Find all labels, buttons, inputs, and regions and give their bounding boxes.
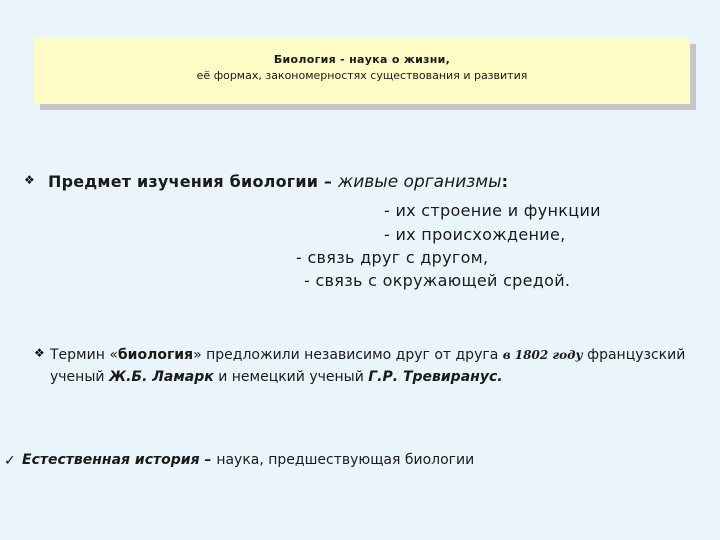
natural-history-term: Естественная история –	[22, 452, 217, 468]
subject-lead: Предмет изучения биологии –	[48, 172, 338, 191]
diamond-arrow-bullet-icon: ❖	[34, 346, 45, 360]
term-note-lamarck: Ж.Б. Ламарк	[108, 369, 214, 385]
term-note-part-4: и немецкий ученый	[213, 369, 369, 385]
subject-term: живые организмы	[337, 172, 502, 192]
natural-history	[22, 452, 474, 468]
subject-heading	[48, 170, 720, 194]
title-line-2: её формах, закономерностях существования и развития	[196, 69, 528, 82]
title-line-1: Биология - наука о жизни,	[273, 53, 451, 66]
title-box	[34, 38, 690, 104]
checkmark-bullet-icon: ✓	[4, 453, 16, 469]
term-note-part-2: » предложили независимо друг от друга	[193, 347, 503, 363]
subject-item-environment: - связь с окружающей средой.	[304, 271, 571, 290]
term-note-part-1: Термин «	[50, 347, 118, 363]
subject-colon: :	[501, 172, 509, 191]
subject-item-structure: - их строение и функции	[384, 201, 601, 220]
natural-history-definition: наука, предшествующая биологии	[216, 452, 475, 468]
term-note-year: в 1802 году	[502, 348, 583, 362]
subject-item-origin: - их происхождение,	[384, 225, 566, 244]
term-note-word: биология	[117, 347, 194, 363]
term-note-part-3: французский ученый	[50, 347, 686, 385]
diamond-arrow-bullet-icon: ❖	[24, 173, 35, 187]
term-note-treviranus: Г.Р. Тревиранус.	[368, 369, 503, 385]
subject-item-relations: - связь друг с другом,	[296, 248, 489, 267]
term-note-text	[50, 344, 700, 388]
